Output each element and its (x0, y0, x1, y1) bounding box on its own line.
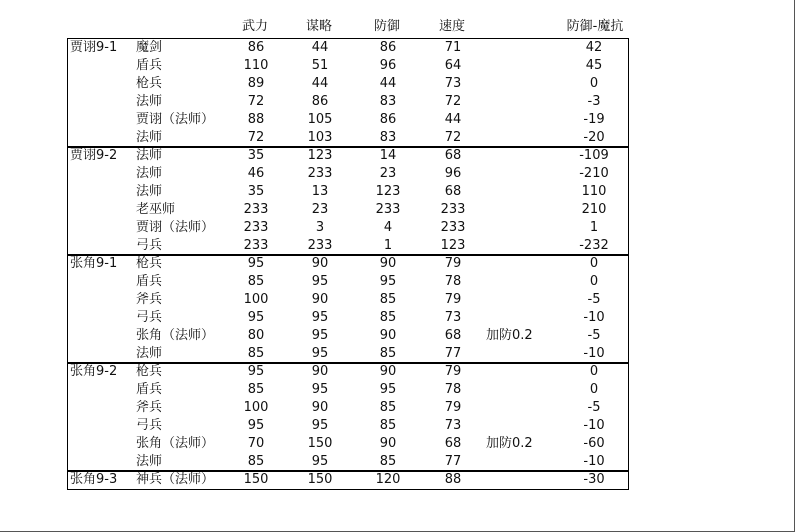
fangyu-cell: 83 (379, 94, 397, 109)
diff-cell: 42 (585, 40, 603, 55)
wuli-cell: 86 (247, 40, 265, 55)
note-cell (486, 165, 550, 183)
note-cell (486, 471, 550, 489)
diff-cell: -10 (583, 310, 605, 325)
moulue-cell: 95 (311, 328, 329, 343)
table-row (68, 327, 628, 345)
sudu-cell: 44 (444, 112, 462, 127)
table-row (68, 435, 628, 453)
moulue-cell: 233 (307, 238, 333, 253)
moulue-cell: 23 (311, 202, 329, 217)
group-block (67, 470, 629, 490)
sudu-cell: 72 (444, 94, 462, 109)
unit-cell: 盾兵 (136, 58, 163, 73)
unit-cell: 张角（法师） (136, 436, 215, 451)
wuli-cell: 85 (247, 274, 265, 289)
diff-cell: -60 (583, 436, 605, 451)
sudu-cell: 77 (444, 346, 462, 361)
moulue-cell: 90 (311, 400, 329, 415)
unit-cell: 法师 (136, 454, 163, 469)
diff-cell: 1 (589, 220, 599, 235)
note-cell (486, 39, 550, 57)
note-cell (486, 381, 550, 399)
sudu-cell: 72 (444, 130, 462, 145)
fangyu-cell: 23 (379, 166, 397, 181)
fangyu-cell: 90 (379, 364, 397, 379)
moulue-cell: 233 (307, 166, 333, 181)
sudu-cell: 96 (444, 166, 462, 181)
table-row (68, 255, 628, 273)
group-name: 贾诩9-2 (70, 148, 118, 163)
wuli-cell: 85 (247, 454, 265, 469)
note-cell (486, 309, 550, 327)
wuli-cell: 88 (247, 112, 265, 127)
sudu-cell: 79 (444, 292, 462, 307)
table-row (68, 129, 628, 147)
group-block (67, 38, 629, 148)
wuli-cell: 233 (243, 238, 269, 253)
sudu-cell: 71 (444, 40, 462, 55)
note-cell: 加防0.2 (486, 328, 533, 343)
diff-cell: -10 (583, 454, 605, 469)
sudu-cell: 68 (444, 328, 462, 343)
fangyu-cell: 95 (379, 274, 397, 289)
diff-cell: -20 (583, 130, 605, 145)
table-row (68, 453, 628, 471)
diff-cell: -5 (587, 400, 601, 415)
moulue-cell: 90 (311, 256, 329, 271)
note-cell (486, 129, 550, 147)
unit-cell: 弓兵 (136, 310, 163, 325)
note-cell (486, 273, 550, 291)
sudu-cell: 78 (444, 274, 462, 289)
fangyu-cell: 86 (379, 40, 397, 55)
wuli-cell: 233 (243, 220, 269, 235)
diff-cell: -3 (587, 94, 601, 109)
sudu-cell: 79 (444, 400, 462, 415)
table-row (68, 237, 628, 255)
wuli-cell: 100 (243, 292, 269, 307)
fangyu-cell: 85 (379, 454, 397, 469)
sudu-cell: 77 (444, 454, 462, 469)
sudu-cell: 233 (440, 220, 466, 235)
group-block (67, 146, 629, 256)
header-fangyu: 防御 (373, 19, 400, 34)
fangyu-cell: 90 (379, 436, 397, 451)
note-cell (486, 147, 550, 165)
table-row (68, 201, 628, 219)
note-cell (486, 291, 550, 309)
table-row (68, 147, 628, 165)
diff-cell: 0 (589, 274, 599, 289)
table-row (68, 399, 628, 417)
diff-cell: -109 (579, 148, 609, 163)
wuli-cell: 80 (247, 328, 265, 343)
fangyu-cell: 95 (379, 382, 397, 397)
moulue-cell: 150 (307, 436, 333, 451)
group-name: 张角9-3 (70, 472, 118, 487)
note-cell: 加防0.2 (486, 436, 533, 451)
moulue-cell: 150 (307, 472, 333, 487)
table-row (68, 57, 628, 75)
table-row (68, 183, 628, 201)
unit-cell: 法师 (136, 148, 163, 163)
sudu-cell: 68 (444, 184, 462, 199)
note-cell (486, 363, 550, 381)
diff-cell: -5 (587, 292, 601, 307)
note-cell (486, 417, 550, 435)
diff-cell: -30 (583, 472, 605, 487)
header-diff: 防御-魔抗 (566, 19, 624, 34)
header-moulue: 谋略 (305, 19, 332, 34)
header-wuli: 武力 (241, 19, 268, 34)
unit-cell: 斧兵 (136, 400, 163, 415)
diff-cell: 0 (589, 382, 599, 397)
unit-cell: 老巫师 (136, 202, 176, 217)
moulue-cell: 95 (311, 274, 329, 289)
unit-cell: 法师 (136, 184, 163, 199)
unit-cell: 魔剑 (136, 40, 163, 55)
diff-cell: 110 (581, 184, 607, 199)
group-block (67, 362, 629, 472)
unit-cell: 法师 (136, 94, 163, 109)
note-cell (486, 345, 550, 363)
note-cell (486, 93, 550, 111)
group-name: 贾诩9-1 (70, 40, 118, 55)
wuli-cell: 72 (247, 94, 265, 109)
moulue-cell: 44 (311, 40, 329, 55)
wuli-cell: 89 (247, 76, 265, 91)
unit-cell: 张角（法师） (136, 328, 215, 343)
moulue-cell: 95 (311, 418, 329, 433)
table-row (68, 219, 628, 237)
fangyu-cell: 4 (383, 220, 393, 235)
wuli-cell: 35 (247, 148, 265, 163)
sudu-cell: 78 (444, 382, 462, 397)
group-name: 张角9-1 (70, 256, 118, 271)
moulue-cell: 90 (311, 364, 329, 379)
fangyu-cell: 86 (379, 112, 397, 127)
unit-cell: 法师 (136, 166, 163, 181)
sudu-cell: 73 (444, 76, 462, 91)
unit-cell: 贾诩（法师） (136, 112, 215, 127)
wuli-cell: 46 (247, 166, 265, 181)
moulue-cell: 90 (311, 292, 329, 307)
moulue-cell: 95 (311, 382, 329, 397)
moulue-cell: 103 (307, 130, 333, 145)
note-cell (486, 219, 550, 237)
diff-cell: -232 (579, 238, 609, 253)
wuli-cell: 85 (247, 346, 265, 361)
diff-cell: 0 (589, 76, 599, 91)
wuli-cell: 70 (247, 436, 265, 451)
fangyu-cell: 123 (375, 184, 401, 199)
wuli-cell: 95 (247, 364, 265, 379)
note-cell (486, 399, 550, 417)
note-cell (486, 57, 550, 75)
table-row (68, 345, 628, 363)
table-row (68, 39, 628, 57)
note-cell (486, 453, 550, 471)
unit-cell: 枪兵 (136, 76, 163, 91)
sudu-cell: 88 (444, 472, 462, 487)
sudu-cell: 79 (444, 256, 462, 271)
moulue-cell: 95 (311, 346, 329, 361)
fangyu-cell: 1 (383, 238, 393, 253)
header-sudu: 速度 (438, 19, 465, 34)
fangyu-cell: 120 (375, 472, 401, 487)
diff-cell: 45 (585, 58, 603, 73)
fangyu-cell: 233 (375, 202, 401, 217)
fangyu-cell: 85 (379, 418, 397, 433)
wuli-cell: 85 (247, 382, 265, 397)
diff-cell: -19 (583, 112, 605, 127)
fangyu-cell: 90 (379, 256, 397, 271)
moulue-cell: 95 (311, 310, 329, 325)
group-block (67, 254, 629, 364)
table-row (68, 273, 628, 291)
wuli-cell: 35 (247, 184, 265, 199)
diff-cell: -10 (583, 418, 605, 433)
sudu-cell: 64 (444, 58, 462, 73)
unit-cell: 枪兵 (136, 364, 163, 379)
fangyu-cell: 96 (379, 58, 397, 73)
unit-cell: 斧兵 (136, 292, 163, 307)
moulue-cell: 95 (311, 454, 329, 469)
wuli-cell: 72 (247, 130, 265, 145)
table-row (68, 75, 628, 93)
unit-cell: 法师 (136, 130, 163, 145)
table-row (68, 471, 628, 489)
group-name: 张角9-2 (70, 364, 118, 379)
diff-cell: 0 (589, 256, 599, 271)
fangyu-cell: 85 (379, 400, 397, 415)
sudu-cell: 68 (444, 148, 462, 163)
moulue-cell: 86 (311, 94, 329, 109)
table-row (68, 93, 628, 111)
table-row (68, 309, 628, 327)
unit-cell: 盾兵 (136, 382, 163, 397)
fangyu-cell: 85 (379, 292, 397, 307)
table-row (68, 363, 628, 381)
fangyu-cell: 44 (379, 76, 397, 91)
moulue-cell: 105 (307, 112, 333, 127)
fangyu-cell: 85 (379, 310, 397, 325)
sudu-cell: 73 (444, 310, 462, 325)
sudu-cell: 79 (444, 364, 462, 379)
sudu-cell: 68 (444, 436, 462, 451)
moulue-cell: 13 (311, 184, 329, 199)
diff-cell: 210 (581, 202, 607, 217)
table-row (68, 291, 628, 309)
table-row (68, 417, 628, 435)
wuli-cell: 100 (243, 400, 269, 415)
note-cell (486, 237, 550, 255)
note-cell (486, 183, 550, 201)
moulue-cell: 51 (311, 58, 329, 73)
table-row (68, 165, 628, 183)
diff-cell: -5 (587, 328, 601, 343)
table-row (68, 381, 628, 399)
fangyu-cell: 83 (379, 130, 397, 145)
unit-cell: 神兵（法师） (136, 472, 215, 487)
wuli-cell: 233 (243, 202, 269, 217)
moulue-cell: 3 (315, 220, 325, 235)
fangyu-cell: 14 (379, 148, 397, 163)
diff-cell: -210 (579, 166, 609, 181)
note-cell (486, 201, 550, 219)
note-cell (486, 75, 550, 93)
diff-cell: 0 (589, 364, 599, 379)
unit-cell: 弓兵 (136, 418, 163, 433)
table-row (68, 111, 628, 129)
sudu-cell: 73 (444, 418, 462, 433)
unit-cell: 弓兵 (136, 238, 163, 253)
note-cell (486, 111, 550, 129)
wuli-cell: 110 (243, 58, 269, 73)
unit-cell: 法师 (136, 346, 163, 361)
unit-cell: 盾兵 (136, 274, 163, 289)
sudu-cell: 233 (440, 202, 466, 217)
unit-cell: 贾诩（法师） (136, 220, 215, 235)
wuli-cell: 95 (247, 418, 265, 433)
wuli-cell: 95 (247, 310, 265, 325)
moulue-cell: 123 (307, 148, 333, 163)
diff-cell: -10 (583, 346, 605, 361)
fangyu-cell: 85 (379, 346, 397, 361)
wuli-cell: 150 (243, 472, 269, 487)
unit-cell: 枪兵 (136, 256, 163, 271)
moulue-cell: 44 (311, 76, 329, 91)
wuli-cell: 95 (247, 256, 265, 271)
sudu-cell: 123 (440, 238, 466, 253)
fangyu-cell: 90 (379, 328, 397, 343)
note-cell (486, 255, 550, 273)
